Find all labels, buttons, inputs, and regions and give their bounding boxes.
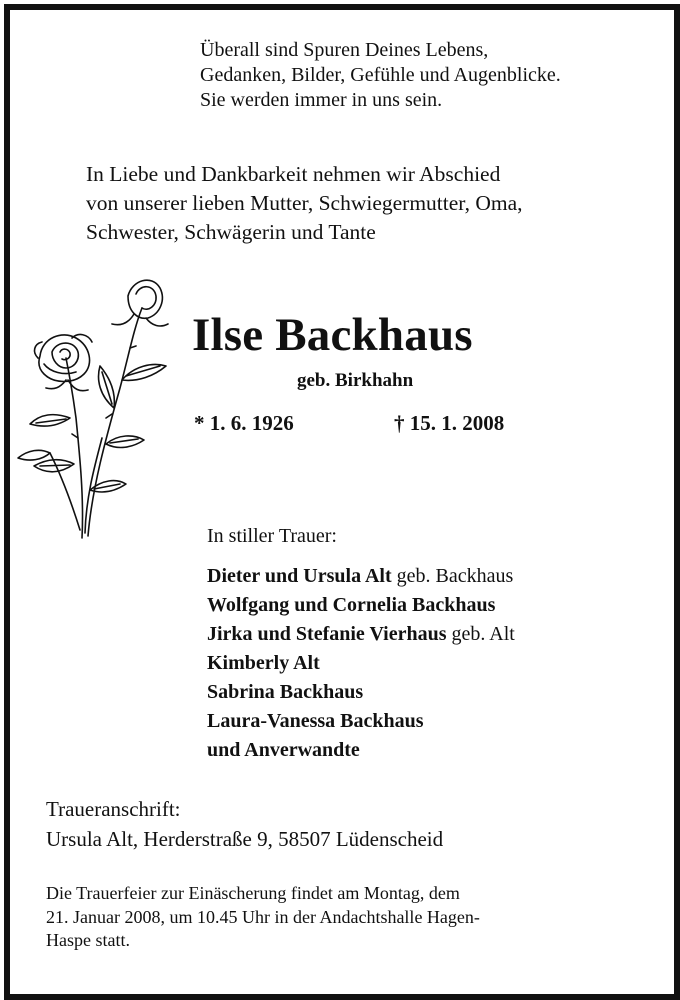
mourner-name: Jirka und Stefanie Vierhaus bbox=[207, 623, 447, 645]
birth-date: * 1. 6. 1926 bbox=[194, 411, 294, 435]
service-line: Haspe statt. bbox=[46, 930, 130, 950]
death-date: † 15. 1. 2008 bbox=[394, 411, 505, 435]
funeral-service-notice bbox=[46, 882, 480, 953]
deceased-name: Ilse Backhaus bbox=[192, 309, 473, 361]
rose-drawing-icon bbox=[10, 268, 180, 548]
mourner-entry bbox=[207, 707, 515, 736]
mourner-name: Laura-Vanessa Backhaus bbox=[207, 710, 424, 732]
mourner-name: Wolfgang und Cornelia Backhaus bbox=[207, 594, 496, 616]
memorial-poem bbox=[200, 38, 561, 113]
mourner-entry bbox=[207, 620, 515, 649]
service-line: 21. Januar 2008, um 10.45 Uhr in der Andachtshalle Hagen- bbox=[46, 906, 480, 927]
address-label: Traueranschrift: bbox=[46, 797, 181, 821]
poem-line: Sie werden immer in uns sein. bbox=[200, 89, 443, 111]
intro-line: In Liebe und Dankbarkeit nehmen wir Abschied bbox=[86, 162, 501, 186]
mourner-name: Sabrina Backhaus bbox=[207, 681, 364, 703]
poem-line: Gedanken, Bilder, Gefühle und Augenblicke. bbox=[200, 64, 561, 86]
farewell-intro bbox=[86, 160, 523, 247]
mourner-name: und Anverwandte bbox=[207, 739, 360, 761]
mourner-entry bbox=[207, 678, 515, 707]
intro-line: von unserer lieben Mutter, Schwiegermutter, Oma, bbox=[86, 191, 523, 215]
mourner-entry bbox=[207, 591, 515, 620]
mourner-name: Kimberly Alt bbox=[207, 652, 320, 674]
mourner-entry bbox=[207, 562, 515, 591]
mourning-address: Ursula Alt, Herderstraße 9, 58507 Lüdenscheid bbox=[46, 827, 444, 851]
poem-line: Überall sind Spuren Deines Lebens, bbox=[200, 39, 489, 61]
intro-line: Schwester, Schwägerin und Tante bbox=[86, 220, 376, 244]
mourning-label: In stiller Trauer: bbox=[207, 525, 337, 547]
mourner-entry bbox=[207, 649, 515, 678]
mourner-entry bbox=[207, 736, 515, 765]
service-line: Die Trauerfeier zur Einäscherung findet am Montag, dem bbox=[46, 883, 460, 903]
birth-name: geb. Birkhahn bbox=[297, 370, 414, 391]
mourner-note: geb. Backhaus bbox=[391, 565, 514, 587]
mourner-note: geb. Alt bbox=[446, 623, 515, 645]
mourners-list bbox=[207, 562, 515, 765]
mourner-name: Dieter und Ursula Alt bbox=[207, 565, 392, 587]
